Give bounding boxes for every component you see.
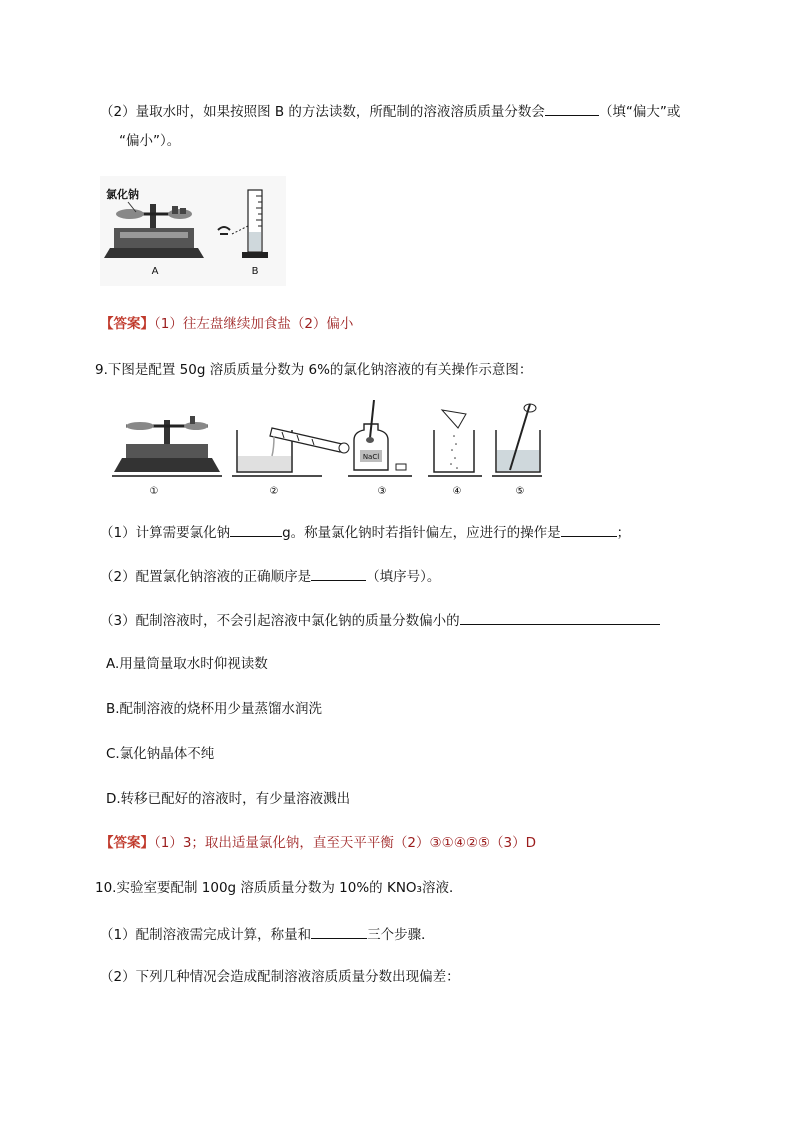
q9-p1-b: g。称量氯化钠时若指针偏左，应进行的操作是 — [282, 525, 561, 541]
fig-label-3: ③ — [377, 486, 387, 497]
q10-blank-1[interactable] — [311, 924, 367, 939]
q9-blank-3[interactable] — [311, 566, 366, 581]
label-nacl: 氯化钠 — [106, 188, 139, 201]
q9-stem: 9.下图是配置 50g 溶质质量分数为 6%的氯化钠溶液的有关操作示意图： — [95, 362, 533, 378]
fig-label-4: ④ — [452, 486, 462, 497]
nacl-bottle-icon — [348, 400, 412, 476]
q9-option-c: C.氯化钠晶体不纯 — [106, 746, 215, 762]
q9-p2-a: （2）配置氯化钠溶液的正确顺序是 — [100, 569, 312, 585]
answer-text: （1）往左盘继续加食盐（2）偏小 — [154, 316, 354, 332]
add-salt-icon — [428, 410, 482, 476]
label-a: A — [151, 266, 159, 277]
fig-label-5: ⑤ — [515, 486, 525, 497]
q9-option-d: D.转移已配好的溶液时，有少量溶液溅出 — [106, 791, 351, 807]
q9-p1-c: ； — [616, 525, 631, 541]
q9-p1-a: （1）计算需要氯化钠 — [100, 525, 231, 541]
q9-p2-b: （填序号）。 — [366, 569, 441, 585]
q10-stem: 10.实验室要配制 100g 溶质质量分数为 10%的 KNO₃溶液． — [95, 880, 463, 896]
q9-answer — [100, 834, 536, 852]
q8-figure — [100, 176, 286, 286]
fig-label-2: ② — [269, 486, 279, 497]
pour-water-icon — [232, 428, 349, 476]
q9-option-a: A.用量筒量取水时仰视读数 — [106, 656, 268, 672]
q10-part1 — [100, 924, 435, 944]
q10-p1-b: 三个步骤． — [367, 927, 435, 943]
q9-blank-1[interactable] — [230, 522, 282, 537]
q8-part2-after: （填“偏大”或 — [598, 104, 681, 120]
q9-part2 — [100, 566, 440, 586]
q9-part3 — [100, 610, 660, 630]
fig-label-1: ① — [149, 486, 159, 497]
answer-text: （1）3；取出适量氯化钠，直至天平平衡（2）③①④②⑤（3）D — [154, 835, 537, 851]
label-b: B — [251, 266, 259, 277]
q8-part2-line1 — [100, 101, 680, 121]
q8-blank[interactable] — [545, 101, 599, 116]
q9-figure — [112, 400, 542, 502]
q9-part1 — [100, 522, 630, 542]
q9-option-b: B.配制溶液的烧杯用少量蒸馏水润洗 — [106, 701, 323, 717]
q8-part2-line2: “偏小”）。 — [119, 133, 181, 149]
q9-blank-4[interactable] — [460, 610, 660, 625]
q9-p3: （3）配制溶液时，不会引起溶液中氯化钠的质量分数偏小的 — [100, 613, 460, 629]
balance-icon — [112, 416, 222, 476]
answer-tag: 【答案】 — [100, 316, 154, 332]
answer-tag: 【答案】 — [100, 835, 154, 851]
stir-icon — [492, 404, 542, 476]
q10-part2: （2）下列几种情况会造成配制溶液溶质质量分数出现偏差： — [100, 969, 460, 985]
q8-answer — [100, 315, 353, 333]
q8-part2-text: （2）量取水时，如果按照图 B 的方法读数，所配制的溶液溶质质量分数会 — [100, 104, 545, 120]
q10-p1-a: （1）配制溶液需完成计算，称量和 — [100, 927, 312, 943]
nacl-label: NaCl — [362, 453, 380, 461]
q9-blank-2[interactable] — [561, 522, 617, 537]
